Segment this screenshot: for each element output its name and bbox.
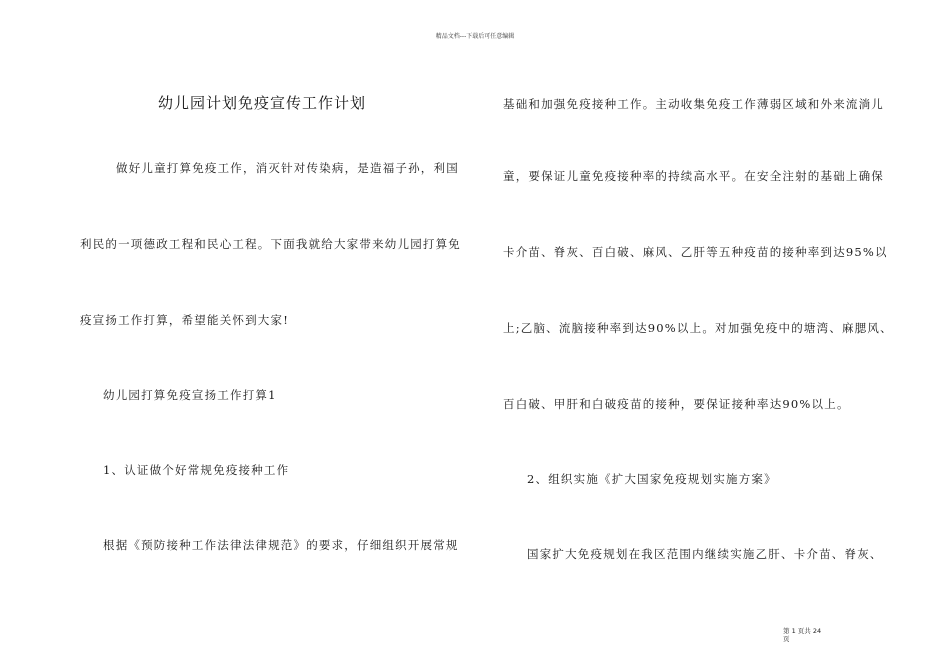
paragraph-line: 卡介苗、脊灰、百白破、麻风、乙肝等五种疫苗的接种率到达95%以 [503,245,888,259]
paragraph-line: 做好儿童打算免疫工作，消灭针对传染病，是造福子孙，利国 [116,161,459,175]
paragraph-line: 百白破、甲肝和白破疫苗的接种，要保证接种率达90%以上。 [503,397,850,411]
paragraph-line: 国家扩大免疫规划在我区范围内继续实施乙肝、卡介苗、脊灰、 [527,547,883,561]
section-heading: 幼儿园打算免疫宣扬工作打算1 [103,388,277,402]
paragraph-line: 基础和加强免疫接种工作。主动收集免疫工作薄弱区域和外来流淌儿 [503,97,884,111]
paragraph-line: 童，要保证儿童免疫接种率的持续高水平。在安全注射的基础上确保 [503,169,884,183]
document-title: 幼儿园计划免疫宣传工作计划 [157,94,366,112]
header-note: 精品文档---下载后可任意编辑 [435,33,515,40]
section-heading: 2、组织实施《扩大国家免疫规划实施方案》 [527,472,777,486]
page-footer [783,627,843,643]
paragraph-line: 利民的一项德政工程和民心工程。下面我就给大家带来幼儿园打算免 [80,237,461,251]
paragraph-line: 上;乙脑、流脑接种率到达90%以上。对加强免疫中的塘湾、麻腮风、 [503,321,893,335]
paragraph-line: 根据《预防接种工作法律法律规范》的要求，仔细组织开展常规 [103,538,459,552]
page-number: 第 1 页共 24 [783,627,822,635]
paragraph-line: 疫宣扬工作打算，希望能关怀到大家! [80,313,290,327]
page-number-suffix: 页 [783,635,790,643]
section-heading: 1、认证做个好常规免疫接种工作 [103,463,290,477]
